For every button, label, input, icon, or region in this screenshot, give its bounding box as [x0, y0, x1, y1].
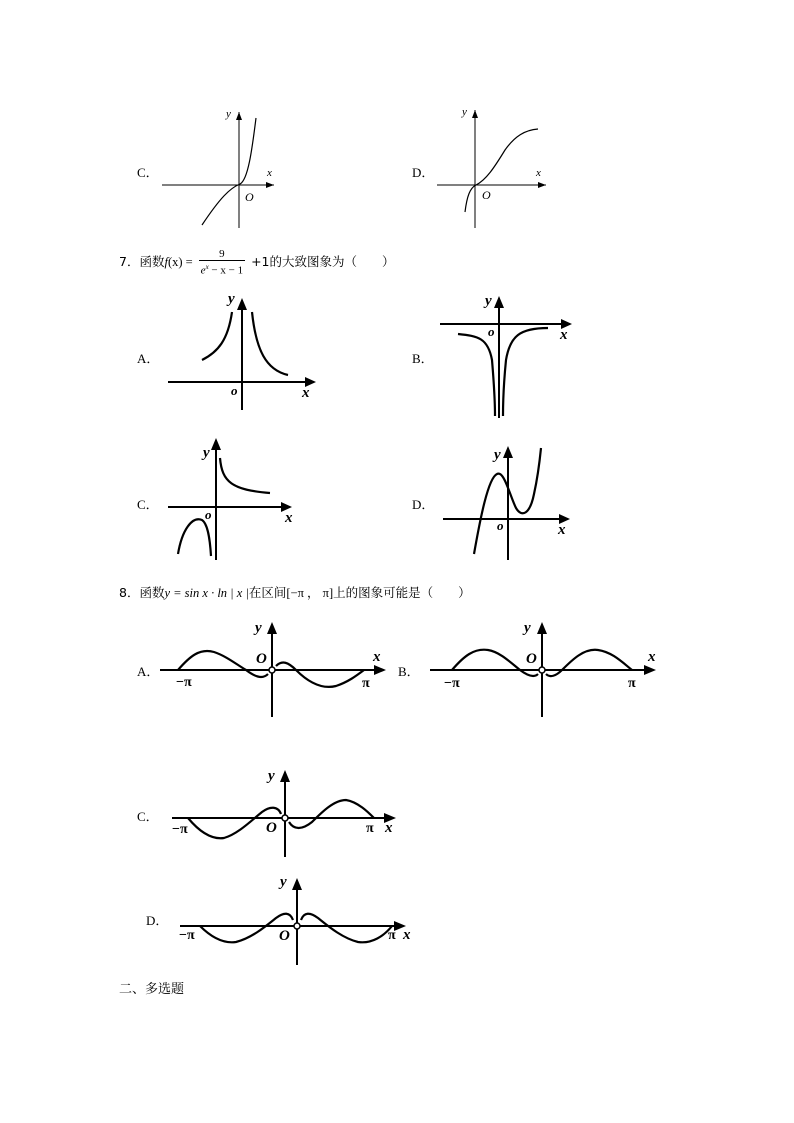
- q7-option-b-label: B．: [412, 351, 434, 366]
- q7c-y-label: y: [203, 445, 210, 461]
- q7-func-var: (x) =: [167, 254, 193, 269]
- q7c-origin-label: o: [205, 507, 212, 522]
- q6-option-c-label: C．: [137, 165, 159, 180]
- q8a-neg-pi-label: −π: [176, 675, 192, 690]
- q8c-x-label: x: [385, 820, 393, 836]
- q8a-x-label: x: [373, 649, 381, 665]
- q7a-x-label: x: [302, 385, 310, 401]
- q8d-y-label: y: [280, 874, 287, 890]
- q8-option-d-label: D．: [146, 913, 169, 928]
- q6d-y-label: y: [462, 106, 467, 118]
- q8-option-a-label: A．: [137, 664, 160, 679]
- q7b-x-label: x: [560, 327, 568, 343]
- q8a-origin-label: O: [256, 651, 267, 667]
- q8b-pi-label: π: [628, 676, 636, 691]
- q7b-origin-label: o: [488, 324, 495, 339]
- q8d-pi-label: π: [388, 928, 396, 943]
- q8d-origin-label: O: [279, 928, 290, 944]
- q7-number: 7．函数: [119, 253, 165, 269]
- q8b-origin-label: O: [526, 651, 537, 667]
- q8c-y-label: y: [268, 768, 275, 784]
- q8-tail: 上的图象可能是（ ）: [333, 585, 471, 600]
- q8-option-b-label: B．: [398, 664, 420, 679]
- q8-expr: y = sin x · ln | x |: [164, 586, 249, 600]
- q8c-origin-label: O: [266, 820, 277, 836]
- section-title: 二、多选题: [119, 982, 185, 997]
- q8d-neg-pi-label: −π: [179, 928, 195, 943]
- q7a-origin-label: o: [231, 383, 238, 398]
- q7-func-name: f: [164, 254, 168, 269]
- q6c-origin-label: O: [245, 190, 254, 204]
- q7-option-c-label: C．: [137, 497, 159, 512]
- q7a-y-label: y: [228, 291, 235, 307]
- q6c-x-label: x: [267, 167, 272, 179]
- q8c-neg-pi-label: −π: [172, 822, 188, 837]
- q6d-origin-label: O: [482, 188, 491, 202]
- q6d-x-label: x: [536, 167, 541, 179]
- q7-tail: +1的大致图象为（ ）: [247, 253, 395, 269]
- q7-numerator: 9: [199, 248, 245, 261]
- q7b-y-label: y: [485, 293, 492, 309]
- q7d-y-label: y: [494, 447, 501, 463]
- q8d-x-label: x: [403, 927, 411, 943]
- q7-option-d-label: D．: [412, 497, 435, 512]
- q8b-y-label: y: [524, 620, 531, 636]
- q8-number: 8．函数: [119, 585, 165, 600]
- q7c-x-label: x: [285, 510, 293, 526]
- q7-option-a-label: A．: [137, 351, 160, 366]
- q8b-neg-pi-label: −π: [444, 676, 460, 691]
- q7d-origin-label: o: [497, 518, 504, 533]
- q8a-y-label: y: [255, 620, 262, 636]
- q8-option-c-label: C．: [137, 809, 159, 824]
- q7d-x-label: x: [558, 522, 566, 538]
- q7-denominator: $e^x - x - 1$: [200, 263, 244, 277]
- q8a-pi-label: π: [362, 676, 370, 691]
- q6-option-d-label: D．: [412, 165, 435, 180]
- q8-text-mid: 在区间: [248, 585, 287, 600]
- q6c-y-label: y: [226, 108, 231, 120]
- q8b-x-label: x: [648, 649, 656, 665]
- q8c-pi-label: π: [366, 821, 374, 836]
- q8-interval: [−π ， π]: [286, 586, 334, 600]
